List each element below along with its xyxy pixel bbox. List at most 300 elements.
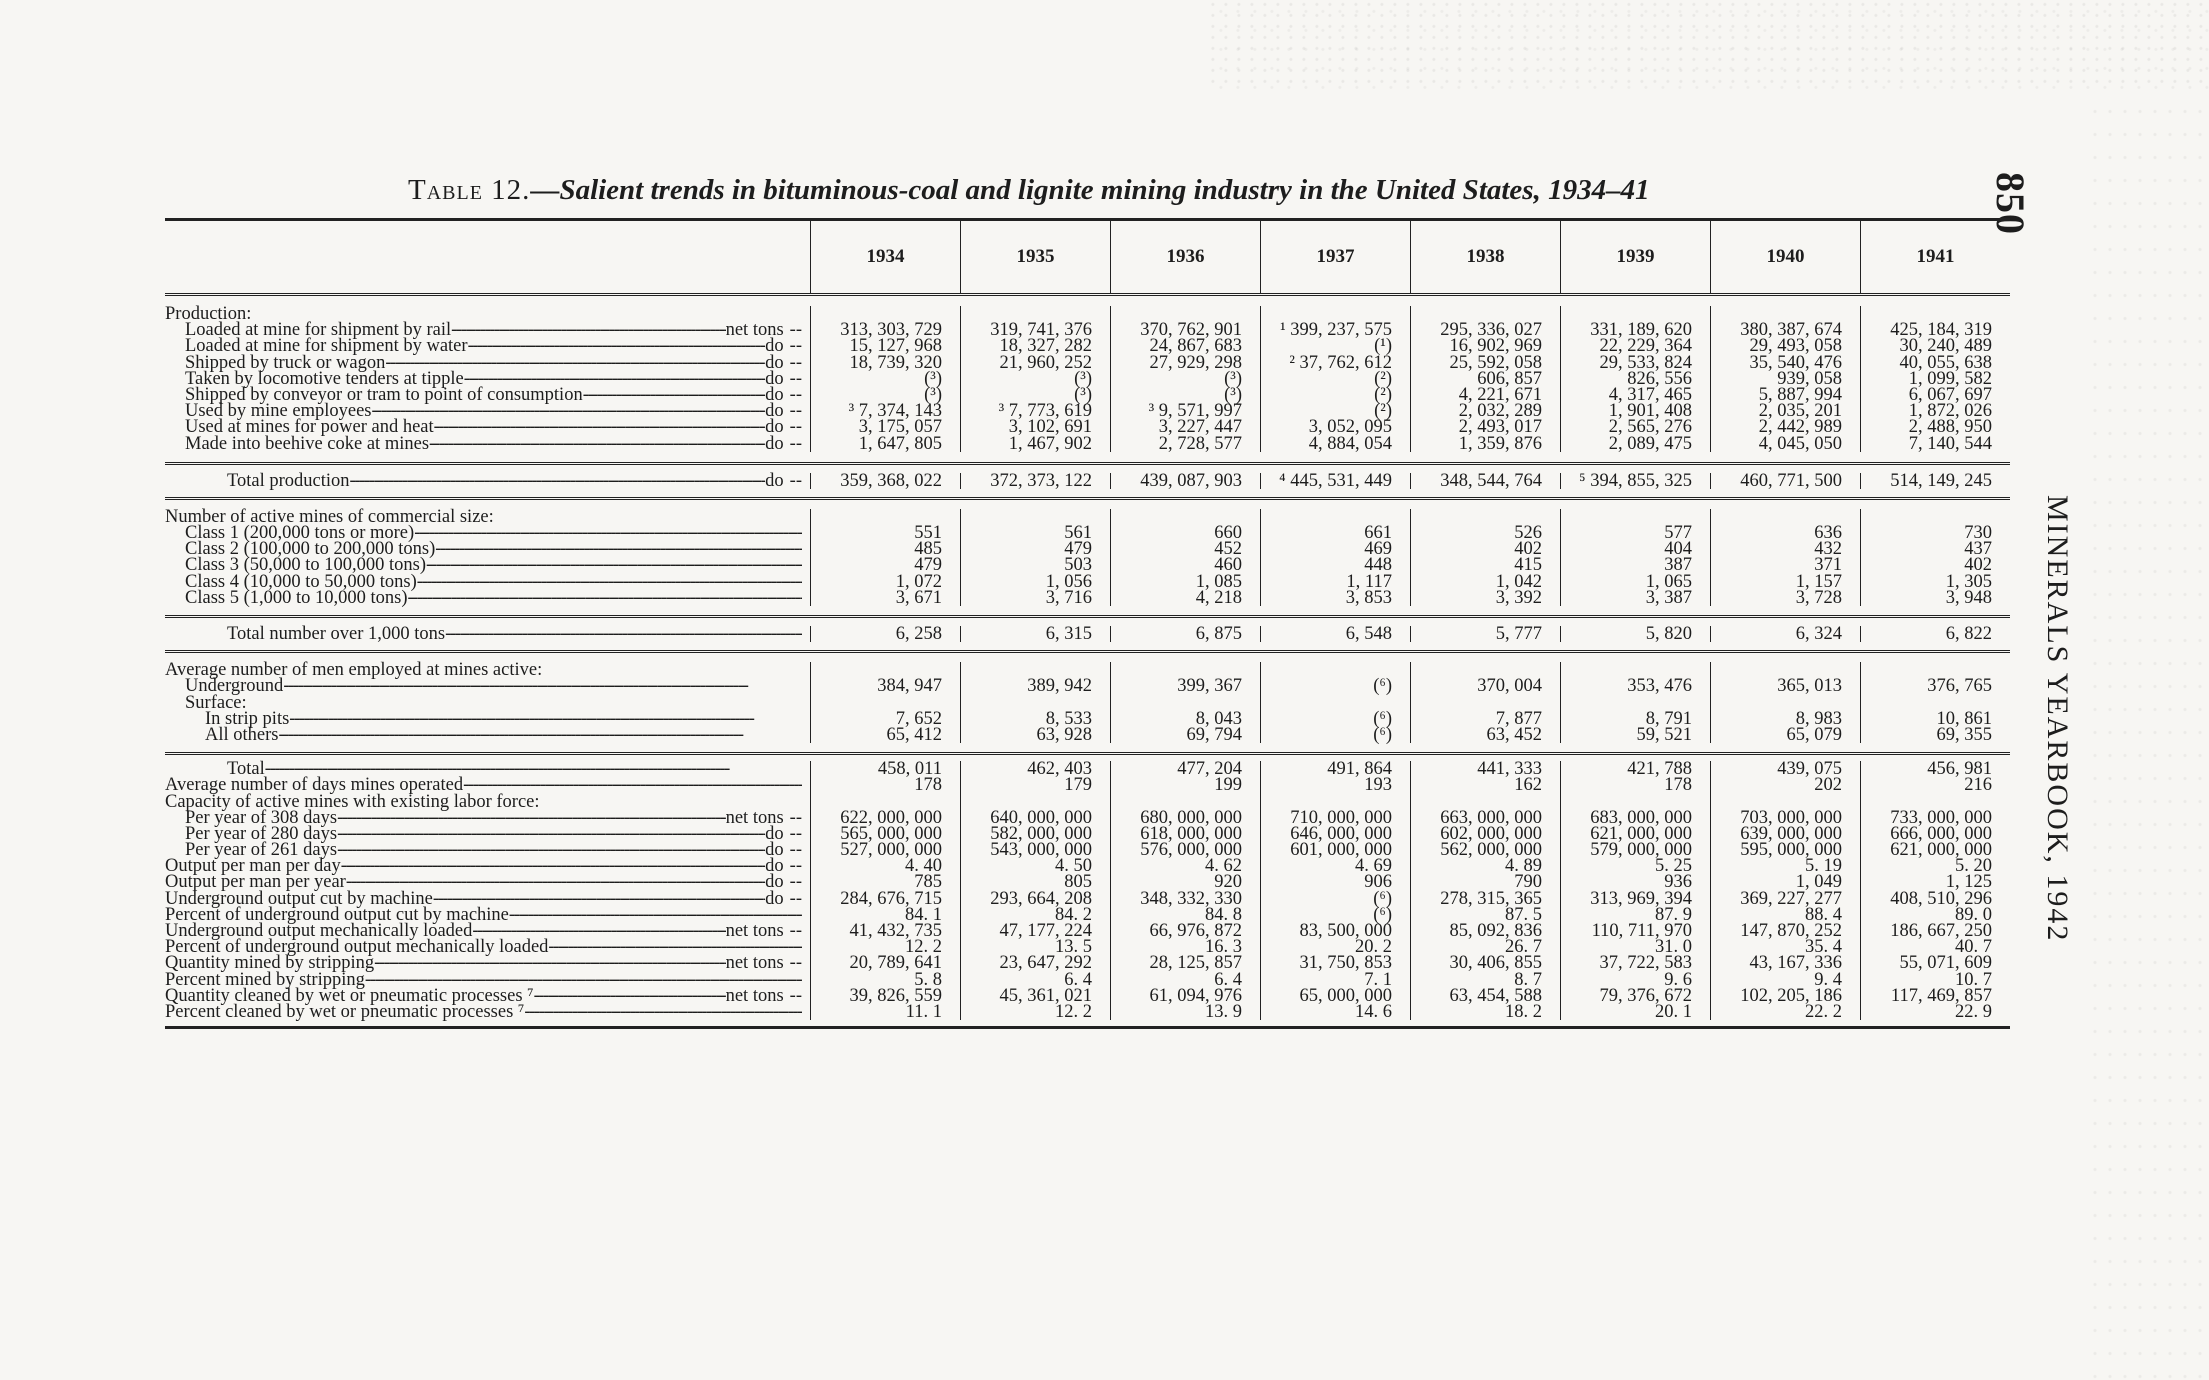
table-cell: 85, 092, 836 xyxy=(1449,921,1542,941)
table-cell: 293, 664, 208 xyxy=(990,888,1092,909)
row-label-text: Percent of underground output mechanically loaded xyxy=(165,937,549,958)
table-cell: 551 xyxy=(914,523,942,544)
year-header-1937: 1937 xyxy=(1260,221,1410,293)
row-label: Used by mine employees - - - do -- xyxy=(165,403,810,419)
table-cell: 7. 1 xyxy=(1364,969,1392,990)
row-label-text: All others xyxy=(205,724,279,745)
table-cell: 1, 085 xyxy=(1195,571,1242,592)
row-label-text: Underground output cut by machine xyxy=(165,888,433,909)
table-cell: 425, 184, 319 xyxy=(1890,320,1992,341)
row-label-text: Total number over 1,000 tons xyxy=(227,624,446,644)
row-label-text: Output per man per day xyxy=(165,856,341,877)
table-cell: 20. 2 xyxy=(1355,937,1392,958)
year-column-1936 xyxy=(1110,470,1260,491)
table-cell: 680, 000, 000 xyxy=(1140,807,1242,828)
table-cell: 826, 556 xyxy=(1627,368,1692,389)
table-cell: 402 xyxy=(1964,555,1992,576)
table-cell: 376, 765 xyxy=(1927,676,1992,697)
row-label-text: Class 2 (100,000 to 200,000 tons) xyxy=(185,539,436,560)
table-cell: 452 xyxy=(1214,539,1242,560)
row-label-text: Class 4 (10,000 to 50,000 tons) xyxy=(185,571,417,592)
table-cell: 20. 1 xyxy=(1655,1001,1692,1022)
table-cell: 4. 62 xyxy=(1205,856,1242,877)
row-unit: do xyxy=(765,368,784,389)
table-section xyxy=(165,462,2010,497)
year-column-1934 xyxy=(810,509,960,606)
table-cell: 621, 000, 000 xyxy=(1590,823,1692,844)
table-cell: 1, 901, 408 xyxy=(1608,401,1692,422)
table-section xyxy=(165,650,2010,752)
table-cell: 2, 442, 989 xyxy=(1758,417,1842,438)
table-cell: 2, 035, 201 xyxy=(1758,401,1842,422)
table-cell: 6, 324 xyxy=(1795,624,1842,644)
table-cell: ¹ 399, 237, 575 xyxy=(1280,320,1392,341)
table-cell: 331, 189, 620 xyxy=(1590,320,1692,341)
table-cell: 31, 750, 853 xyxy=(1299,953,1392,974)
table-cell: 24, 867, 683 xyxy=(1149,336,1242,357)
table-cell: 2, 032, 289 xyxy=(1458,401,1542,422)
table-cell: 602, 000, 000 xyxy=(1440,823,1542,844)
table-cell: 35. 4 xyxy=(1805,937,1842,958)
row-label-text: Used by mine employees xyxy=(185,401,372,422)
table-cell: 805 xyxy=(1064,872,1092,893)
table-cell: 8. 7 xyxy=(1514,969,1542,990)
year-column-1940 xyxy=(1710,761,1860,1020)
table-cell: 284, 676, 715 xyxy=(840,888,942,909)
table-cell: 12. 2 xyxy=(905,937,942,958)
table-cell: 162 xyxy=(1514,775,1542,796)
table-cell: 730 xyxy=(1964,523,1992,544)
year-column-1941 xyxy=(1860,470,2010,491)
table-cell: 40. 7 xyxy=(1955,937,1992,958)
table-cell: 491, 864 xyxy=(1327,759,1392,780)
table-cell: 6, 875 xyxy=(1195,624,1242,644)
table-cell: 87. 5 xyxy=(1505,904,1542,925)
table-cell: 83, 500, 000 xyxy=(1299,921,1392,941)
table-cell: 6, 258 xyxy=(895,624,942,644)
table-cell: 4. 40 xyxy=(905,856,942,877)
table-cell: 432 xyxy=(1814,539,1842,560)
table-cell: 387 xyxy=(1664,555,1692,576)
row-label-text: Per year of 308 days xyxy=(185,807,338,828)
year-column-1934 xyxy=(810,306,960,452)
table-cell: 415 xyxy=(1514,555,1542,576)
row-unit: do xyxy=(765,470,784,491)
table-cell: 3, 716 xyxy=(1045,587,1092,608)
table-cell: 526 xyxy=(1514,523,1542,544)
table-cell: ² 37, 762, 612 xyxy=(1289,352,1392,373)
year-column-1936 xyxy=(1110,509,1260,606)
table-cell: 402 xyxy=(1514,539,1542,560)
table-cell: 469 xyxy=(1364,539,1392,560)
table-cell: 3, 175, 057 xyxy=(858,417,942,438)
table-cell: 313, 303, 729 xyxy=(840,320,942,341)
table-cell: ⁴ 445, 531, 449 xyxy=(1279,470,1392,491)
table-cell: 639, 000, 000 xyxy=(1740,823,1842,844)
year-column-1938 xyxy=(1410,626,1560,642)
table-header-row xyxy=(165,221,2010,296)
table-cell: 21, 960, 252 xyxy=(999,352,1092,373)
table-cell: ³ 9, 571, 997 xyxy=(1148,401,1242,422)
row-unit: do xyxy=(765,401,784,422)
table-cell: 29, 533, 824 xyxy=(1599,352,1692,373)
table-cell: 1, 042 xyxy=(1495,571,1542,592)
table-cell: (³) xyxy=(1074,384,1092,405)
table-cell: 2, 089, 475 xyxy=(1608,433,1692,454)
year-column-1935 xyxy=(960,509,1110,606)
table-cell: 18, 739, 320 xyxy=(849,352,942,373)
table-cell: 84. 1 xyxy=(905,904,942,925)
year-column-1938 xyxy=(1410,662,1560,743)
table-cell: 55, 071, 609 xyxy=(1899,953,1992,974)
table-cell: 636 xyxy=(1814,523,1842,544)
table-cell: 9. 4 xyxy=(1814,969,1842,990)
year-column-1936 xyxy=(1110,306,1260,452)
row-label-text: Underground output mechanically loaded xyxy=(165,921,473,941)
row-label-text: Percent of underground output cut by machine xyxy=(165,904,509,925)
table-body xyxy=(165,296,2010,1026)
stub-header xyxy=(165,221,810,293)
table-cell: 29, 493, 058 xyxy=(1749,336,1842,357)
year-column-1939 xyxy=(1560,662,1710,743)
table-cell: (⁶) xyxy=(1373,676,1392,697)
row-label xyxy=(165,676,810,697)
table-cell: 6. 4 xyxy=(1214,969,1242,990)
row-label-text: Loaded at mine for shipment by water xyxy=(185,336,468,357)
year-column-1935 xyxy=(960,662,1110,743)
table-cell: 5, 887, 994 xyxy=(1758,384,1842,405)
table-title xyxy=(408,174,1650,207)
table-cell: 39, 826, 559 xyxy=(849,985,942,1006)
table-cell: 389, 942 xyxy=(1027,676,1092,697)
table-cell: 595, 000, 000 xyxy=(1740,840,1842,861)
row-label-text: Capacity of active mines with existing labor force: xyxy=(165,791,540,812)
table-cell: 4, 317, 465 xyxy=(1608,384,1692,405)
row-label-text: Percent mined by stripping xyxy=(165,969,365,990)
table-cell: 8, 983 xyxy=(1795,708,1842,729)
row-label: Total production - - - do -- xyxy=(165,473,810,489)
table-cell: 408, 510, 296 xyxy=(1890,888,1992,909)
table-cell: 30, 240, 489 xyxy=(1899,336,1992,357)
table-cell: (³) xyxy=(1224,384,1242,405)
year-column-1940 xyxy=(1710,306,1860,452)
year-column-1934 xyxy=(810,761,960,1020)
table-cell: 370, 004 xyxy=(1477,676,1542,697)
running-head: MINERALS YEARBOOK, 1942 xyxy=(2041,495,2074,943)
row-label-text: Underground xyxy=(185,676,284,697)
year-column-1937 xyxy=(1260,470,1410,491)
table-cell: 456, 981 xyxy=(1927,759,1992,780)
year-column-1937 xyxy=(1260,761,1410,1020)
row-unit: do xyxy=(765,433,784,454)
year-header-1941: 1941 xyxy=(1860,221,2010,293)
row-label-text: Number of active mines of commercial size: xyxy=(165,506,494,527)
year-column-1935 xyxy=(960,470,1110,491)
table-cell: ⁵ 394, 855, 325 xyxy=(1579,470,1692,491)
table-cell: 65, 000, 000 xyxy=(1299,985,1392,1006)
table-cell: 920 xyxy=(1214,872,1242,893)
table-cell: 3, 392 xyxy=(1495,587,1542,608)
table-cell: 710, 000, 000 xyxy=(1290,807,1392,828)
table-cell: 6. 4 xyxy=(1064,969,1092,990)
row-label: Loaded at mine for shipment by rail - - - net tons -- xyxy=(165,322,810,338)
table-cell: 601, 000, 000 xyxy=(1290,840,1392,861)
table-cell: 1, 125 xyxy=(1945,872,1992,893)
table-cell: 460 xyxy=(1214,555,1242,576)
row-unit: do xyxy=(765,872,784,893)
table-cell: 640, 000, 000 xyxy=(990,807,1092,828)
table-cell: 460, 771, 500 xyxy=(1740,470,1842,491)
table-cell: 61, 094, 976 xyxy=(1149,985,1242,1006)
table-cell: 30, 406, 855 xyxy=(1449,953,1542,974)
table-cell: 179 xyxy=(1064,775,1092,796)
table-cell: 4, 884, 054 xyxy=(1308,433,1392,454)
table-label: Table 12. xyxy=(408,174,531,206)
table-cell: 319, 741, 376 xyxy=(990,320,1092,341)
table-cell: 63, 452 xyxy=(1486,724,1542,745)
table-cell: 12. 2 xyxy=(1055,1001,1092,1022)
year-column-1941 xyxy=(1860,662,2010,743)
row-label-text: Class 1 (200,000 tons or more) xyxy=(185,523,415,544)
row-unit: do xyxy=(765,384,784,405)
row-unit: do xyxy=(765,823,784,844)
table-cell: 5. 19 xyxy=(1805,856,1842,877)
table-cell: 45, 361, 021 xyxy=(999,985,1092,1006)
row-label: Made into beehive coke at mines - - - do -- xyxy=(165,436,810,452)
table-cell: 6, 548 xyxy=(1345,624,1392,644)
year-column-1935 xyxy=(960,306,1110,452)
table-cell: 4. 50 xyxy=(1055,856,1092,877)
year-header-1939: 1939 xyxy=(1560,221,1710,293)
table-cell: 370, 762, 901 xyxy=(1140,320,1242,341)
row-label-text: Used at mines for power and heat xyxy=(185,417,434,438)
table-cell: 193 xyxy=(1364,775,1392,796)
table-cell: 3, 387 xyxy=(1645,587,1692,608)
table-cell: 384, 947 xyxy=(877,676,942,697)
year-header-1934: 1934 xyxy=(810,221,960,293)
year-column-1937 xyxy=(1260,509,1410,606)
row-label: Used at mines for power and heat - - - do -- xyxy=(165,419,810,435)
table-cell: 2, 565, 276 xyxy=(1608,417,1692,438)
table-cell: 7, 140, 544 xyxy=(1908,433,1992,454)
year-column-1936 xyxy=(1110,626,1260,642)
salient-trends-table xyxy=(165,218,2010,1029)
row-label-text: Total production xyxy=(227,470,350,491)
row-labels xyxy=(165,470,810,491)
table-cell: 13. 9 xyxy=(1205,1001,1242,1022)
table-cell: 661 xyxy=(1364,523,1392,544)
table-cell: 703, 000, 000 xyxy=(1740,807,1842,828)
year-column-1938 xyxy=(1410,509,1560,606)
year-column-1941 xyxy=(1860,626,2010,642)
row-labels xyxy=(165,662,810,743)
table-cell: 733, 000, 000 xyxy=(1890,807,1992,828)
table-cell: 663, 000, 000 xyxy=(1440,807,1542,828)
year-column-1940 xyxy=(1710,470,1860,491)
table-cell: 5. 20 xyxy=(1955,856,1992,877)
table-cell: 8, 791 xyxy=(1645,708,1692,729)
table-cell: 63, 454, 588 xyxy=(1449,985,1542,1006)
table-cell: 462, 403 xyxy=(1027,759,1092,780)
row-label: Loaded at mine for shipment by water - - - do -- xyxy=(165,338,810,354)
table-cell: 660 xyxy=(1214,523,1242,544)
row-label: Underground output mechanically loaded - - - net tons -- xyxy=(165,923,810,939)
table-cell: (³) xyxy=(1224,368,1242,389)
row-label-text: Class 5 (1,000 to 10,000 tons) xyxy=(185,587,408,608)
table-cell: 3, 948 xyxy=(1945,587,1992,608)
table-section xyxy=(165,615,2010,650)
row-unit: net tons xyxy=(725,985,784,1006)
year-column-1937 xyxy=(1260,626,1410,642)
row-unit: net tons xyxy=(725,921,784,941)
year-column-1941 xyxy=(1860,761,2010,1020)
table-cell: 4. 89 xyxy=(1505,856,1542,877)
table-cell: 543, 000, 000 xyxy=(990,840,1092,861)
table-cell: ³ 7, 374, 143 xyxy=(848,401,942,422)
table-cell: 790 xyxy=(1514,872,1542,893)
table-cell: 22. 2 xyxy=(1805,1001,1842,1022)
table-cell: 199 xyxy=(1214,775,1242,796)
year-column-1935 xyxy=(960,626,1110,642)
table-cell: 295, 336, 027 xyxy=(1440,320,1542,341)
table-cell: 621, 000, 000 xyxy=(1890,840,1992,861)
table-cell: 4, 221, 671 xyxy=(1458,384,1542,405)
table-cell: 4, 045, 050 xyxy=(1758,433,1842,454)
year-header-1938: 1938 xyxy=(1410,221,1560,293)
table-cell: 576, 000, 000 xyxy=(1140,840,1242,861)
table-section xyxy=(165,296,2010,462)
table-cell: 2, 728, 577 xyxy=(1158,433,1242,454)
table-cell: 59, 521 xyxy=(1636,724,1692,745)
row-label-text: Shipped by truck or wagon xyxy=(185,352,386,373)
row-label-text: Class 3 (50,000 to 100,000 tons) xyxy=(185,555,427,576)
table-cell: 582, 000, 000 xyxy=(990,823,1092,844)
table-cell: 110, 711, 970 xyxy=(1591,921,1692,941)
row-label-text: Output per man per year xyxy=(165,872,346,893)
scan-noise-right xyxy=(2089,100,2209,1380)
table-cell: 1, 065 xyxy=(1645,571,1692,592)
row-label: Output per man per day - - - do -- xyxy=(165,858,810,874)
table-section xyxy=(165,752,2010,1026)
table-cell: 1, 647, 805 xyxy=(858,433,942,454)
table-cell: 18, 327, 282 xyxy=(999,336,1092,357)
table-cell: 380, 387, 674 xyxy=(1740,320,1842,341)
table-cell: 5, 777 xyxy=(1495,624,1542,644)
table-cell: 2, 488, 950 xyxy=(1908,417,1992,438)
row-unit: net tons xyxy=(725,320,784,341)
table-cell: 14. 6 xyxy=(1355,1001,1392,1022)
table-cell: 579, 000, 000 xyxy=(1590,840,1692,861)
row-label-text: Quantity mined by stripping xyxy=(165,953,375,974)
table-cell: 479 xyxy=(914,555,942,576)
table-cell: 399, 367 xyxy=(1177,676,1242,697)
table-cell: 5, 820 xyxy=(1645,624,1692,644)
table-cell: 1, 072 xyxy=(895,571,942,592)
table-cell: 371 xyxy=(1814,555,1842,576)
row-labels xyxy=(165,626,810,642)
table-cell: 565, 000, 000 xyxy=(840,823,942,844)
table-cell: 10, 861 xyxy=(1936,708,1992,729)
row-label-text: Average number of days mines operated xyxy=(165,775,464,796)
table-cell: 20, 789, 641 xyxy=(849,953,942,974)
table-cell: 477, 204 xyxy=(1177,759,1242,780)
row-label-text: Production: xyxy=(165,304,252,324)
table-cell: (⁶) xyxy=(1373,904,1392,925)
table-cell: 404 xyxy=(1664,539,1692,560)
row-label: Shipped by truck or wagon - - - do -- xyxy=(165,355,810,371)
year-column-1935 xyxy=(960,761,1110,1020)
table-cell: ³ 7, 773, 619 xyxy=(998,401,1092,422)
table-cell: 369, 227, 277 xyxy=(1740,888,1842,909)
table-cell: 84. 2 xyxy=(1055,904,1092,925)
table-cell: 22. 9 xyxy=(1955,1001,1992,1022)
row-label: Per year of 280 days - - - do -- xyxy=(165,826,810,842)
table-cell: 1, 099, 582 xyxy=(1908,368,1992,389)
table-cell: 28, 125, 857 xyxy=(1149,953,1242,974)
table-cell: 202 xyxy=(1814,775,1842,796)
table-cell: 216 xyxy=(1964,775,1992,796)
table-cell: 69, 355 xyxy=(1936,724,1992,745)
table-caption: —Salient trends in bituminous-coal and lignite mining industry in the United States, 1934–41 xyxy=(530,174,1650,206)
table-cell: 666, 000, 000 xyxy=(1890,823,1992,844)
table-cell: 441, 333 xyxy=(1477,759,1542,780)
table-cell: (²) xyxy=(1374,384,1392,405)
table-cell: 458, 011 xyxy=(877,759,942,780)
row-unit: do xyxy=(765,888,784,909)
table-cell: 1, 467, 902 xyxy=(1008,433,1092,454)
year-column-1939 xyxy=(1560,761,1710,1020)
row-label-text: Per year of 261 days xyxy=(185,840,338,861)
table-cell: 47, 177, 224 xyxy=(999,921,1092,941)
table-cell: 9. 6 xyxy=(1664,969,1692,990)
table-cell: 448 xyxy=(1364,555,1392,576)
table-cell: 41, 432, 735 xyxy=(849,921,942,941)
row-label: Per year of 308 days - - - net tons -- xyxy=(165,810,810,826)
table-cell: 1, 305 xyxy=(1945,571,1992,592)
table-cell: 178 xyxy=(1664,775,1692,796)
row-label xyxy=(165,1001,810,1022)
table-cell: 5. 25 xyxy=(1655,856,1692,877)
table-cell: 683, 000, 000 xyxy=(1590,807,1692,828)
row-unit: do xyxy=(765,352,784,373)
table-cell: 18. 2 xyxy=(1505,1001,1542,1022)
table-cell: 87. 9 xyxy=(1655,904,1692,925)
table-cell: 178 xyxy=(914,775,942,796)
table-cell: (³) xyxy=(1074,368,1092,389)
table-cell: 348, 544, 764 xyxy=(1440,470,1542,491)
table-cell: 365, 013 xyxy=(1777,676,1842,697)
row-label-text: Shipped by conveyor or tram to point of consumption xyxy=(185,384,583,405)
table-cell: 43, 167, 336 xyxy=(1749,953,1842,974)
row-label-text: Total xyxy=(227,759,265,780)
table-cell: 359, 368, 022 xyxy=(840,470,942,491)
row-unit: do xyxy=(765,856,784,877)
year-column-1934 xyxy=(810,662,960,743)
row-label: Shipped by conveyor or tram to point of consumption - - - do -- xyxy=(165,387,810,403)
table-cell: 16. 3 xyxy=(1205,937,1242,958)
row-label: Taken by locomotive tenders at tipple - - - do -- xyxy=(165,371,810,387)
year-column-1939 xyxy=(1560,306,1710,452)
table-cell: 562, 000, 000 xyxy=(1440,840,1542,861)
scan-noise-top xyxy=(1209,0,2209,90)
table-cell: 25, 592, 058 xyxy=(1449,352,1542,373)
table-cell: 421, 788 xyxy=(1627,759,1692,780)
year-column-1936 xyxy=(1110,761,1260,1020)
year-column-1939 xyxy=(1560,509,1710,606)
table-cell: 1, 117 xyxy=(1346,571,1392,592)
table-cell: 26. 7 xyxy=(1505,937,1542,958)
year-column-1939 xyxy=(1560,470,1710,491)
